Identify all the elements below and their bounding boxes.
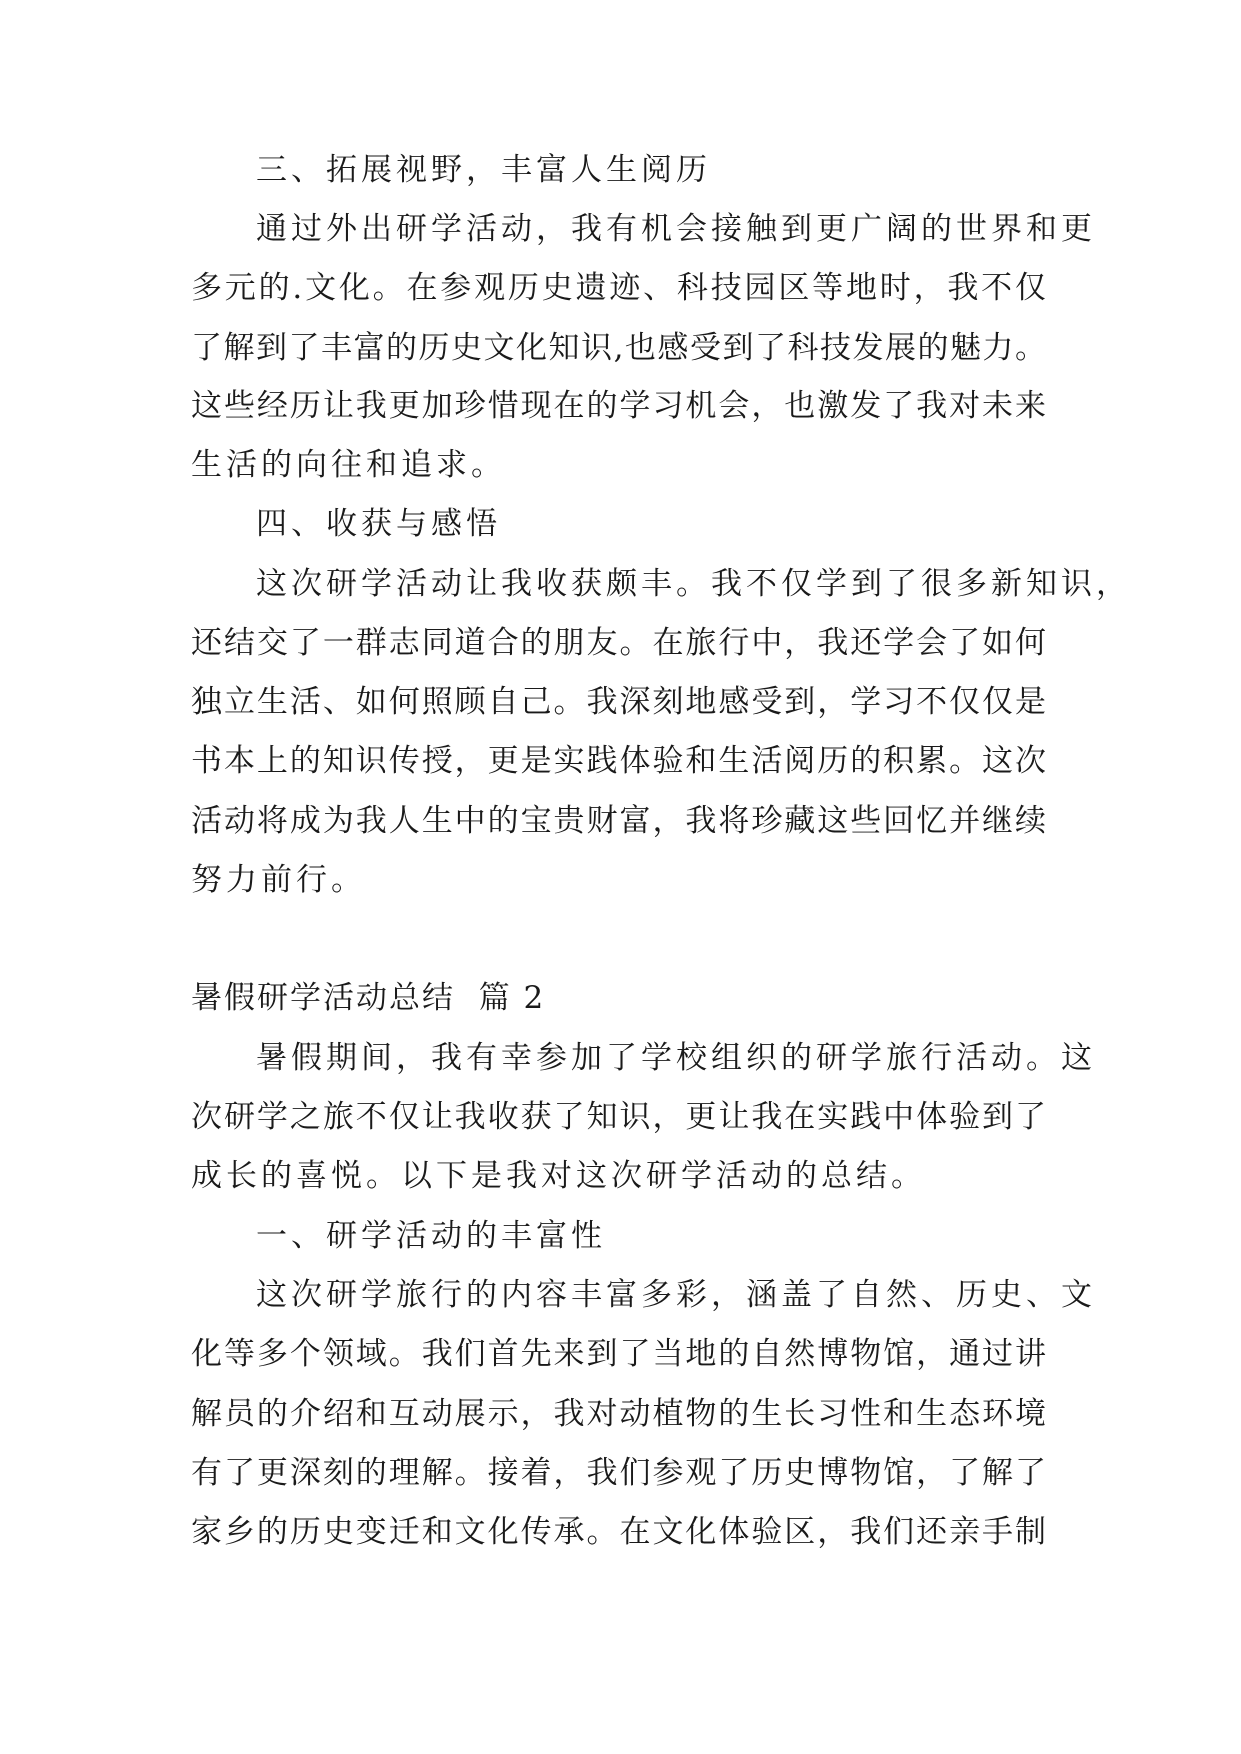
paragraph-line: 有了更深刻的理解。接着，我们参观了历史博物馆，了解了: [191, 1455, 1046, 1491]
paragraph-line: 努力前行。: [191, 862, 366, 898]
paragraph-line: 多元的.文化。在参观历史遗迹、科技园区等地时，我不仅: [191, 270, 1046, 306]
paragraph-line: 这些经历让我更加珍惜现在的学习机会，也激发了我对未来: [191, 388, 1046, 424]
section-heading-3: 三、拓展视野，丰富人生阅历: [256, 152, 711, 188]
section-heading-1: 一、研学活动的丰富性: [256, 1218, 606, 1254]
paragraph-line: 独立生活、如何照顾自己。我深刻地感受到，学习不仅仅是: [191, 684, 1046, 720]
paragraph-line: 这次研学旅行的内容丰富多彩，涵盖了自然、历史、文: [256, 1277, 1096, 1313]
paragraph-line: 通过外出研学活动，我有机会接触到更广阔的世界和更: [256, 211, 1096, 247]
paragraph-line: 次研学之旅不仅让我收获了知识，更让我在实践中体验到了: [191, 1099, 1046, 1135]
section-heading-4: 四、收获与感悟: [256, 506, 501, 542]
paragraph-line: 生活的向往和追求。: [191, 447, 506, 483]
paragraph-line: 解员的介绍和互动展示，我对动植物的生长习性和生态环境: [191, 1396, 1046, 1432]
paragraph-line: 家乡的历史变迁和文化传承。在文化体验区，我们还亲手制: [191, 1514, 1046, 1550]
paragraph-line: 还结交了一群志同道合的朋友。在旅行中，我还学会了如何: [191, 625, 1046, 661]
paragraph-line: 化等多个领域。我们首先来到了当地的自然博物馆，通过讲: [191, 1336, 1046, 1372]
paragraph-line: 书本上的知识传授，更是实践体验和生活阅历的积累。这次: [191, 743, 1046, 779]
paragraph-line: 暑假期间，我有幸参加了学校组织的研学旅行活动。这: [256, 1040, 1096, 1076]
paragraph-line: 活动将成为我人生中的宝贵财富，我将珍藏这些回忆并继续: [191, 803, 1046, 839]
paragraph-line: 这次研学活动让我收获颇丰。我不仅学到了很多新知识，: [256, 566, 1131, 602]
paragraph-line: 成长的喜悦。以下是我对这次研学活动的总结。: [191, 1158, 926, 1194]
paragraph-line: 了解到了丰富的历史文化知识,也感受到了科技发展的魅力。: [191, 330, 1046, 366]
article-title: 暑假研学活动总结 篇 2: [191, 980, 546, 1016]
